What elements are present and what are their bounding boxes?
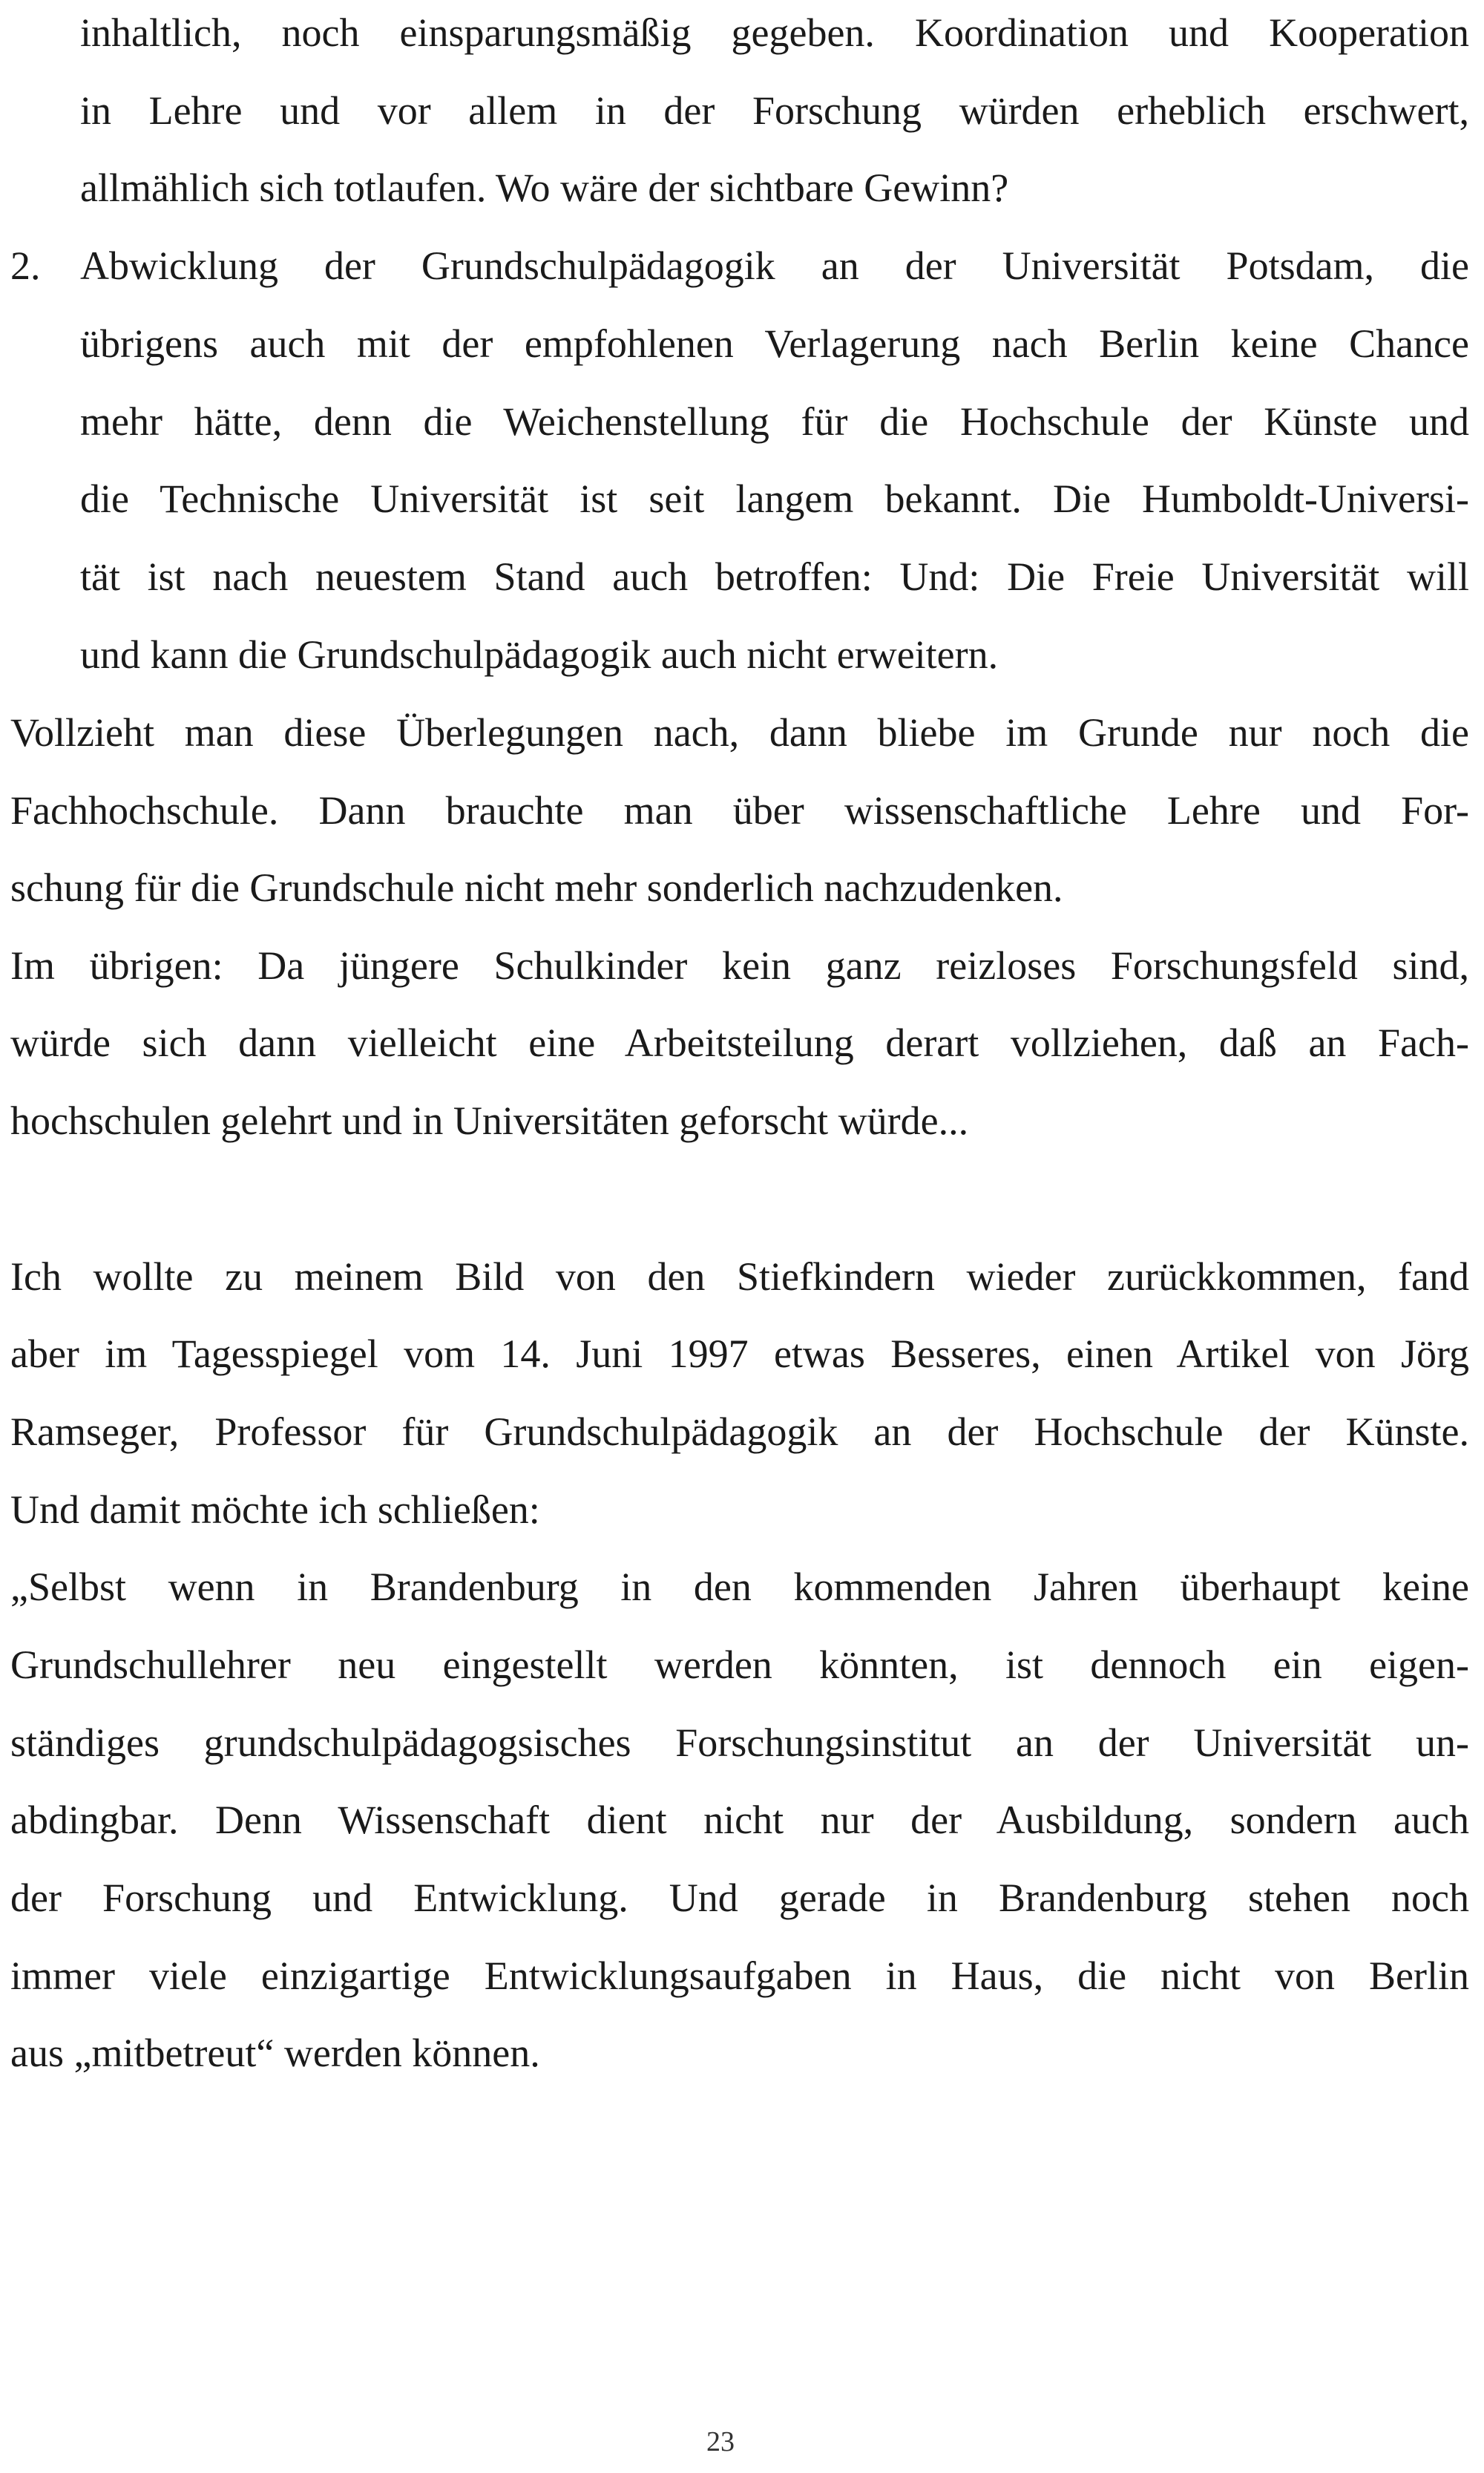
quote-line: „Selbst wenn in Brandenburg in den kommenden Jahren überhaupt keine xyxy=(10,1565,1469,1609)
text-line: allmählich sich totlaufen. Wo wäre der sichtbare Gewinn? xyxy=(80,166,1009,210)
text-line: aber im Tagesspiegel vom 14. Juni 1997 etwas Besseres, einen Artikel von Jörg xyxy=(10,1332,1469,1376)
text-line: in Lehre und vor allem in der Forschung würden erheblich erschwert, xyxy=(80,88,1469,133)
text-line: die Technische Universität ist seit langem bekannt. Die Humboldt-Universi- xyxy=(80,476,1469,521)
page-number: 23 xyxy=(706,2426,735,2457)
text-line: würde sich dann vielleicht eine Arbeitsteilung derart vollziehen, daß an Fach- xyxy=(10,1021,1469,1065)
text-line: Vollzieht man diese Überlegungen nach, dann bliebe im Grunde nur noch die xyxy=(10,710,1469,755)
text-line: übrigens auch mit der empfohlenen Verlagerung nach Berlin keine Chance xyxy=(80,321,1469,366)
text-line: und kann die Grundschulpädagogik auch nicht erweitern. xyxy=(80,632,999,677)
list-number: 2. xyxy=(10,243,41,288)
quote-line: Grundschullehrer neu eingestellt werden könnten, ist dennoch ein eigen- xyxy=(10,1642,1469,1687)
quote-line: aus „mitbetreut“ werden können. xyxy=(10,2031,540,2075)
text-line: Im übrigen: Da jüngere Schulkinder kein ganz reizloses Forschungsfeld sind, xyxy=(10,943,1469,988)
quote-line: ständiges grundschulpädagogsisches Forschungsinstitut an der Universität un- xyxy=(10,1720,1469,1765)
quote-line: abdingbar. Denn Wissenschaft dient nicht nur der Ausbildung, sondern auch xyxy=(10,1798,1469,1842)
text-line: Fachhochschule. Dann brauchte man über wissenschaftliche Lehre und For- xyxy=(10,788,1469,833)
text-line: hochschulen gelehrt und in Universitäten geforscht würde... xyxy=(10,1098,969,1143)
quote-line: der Forschung und Entwicklung. Und gerade in Brandenburg stehen noch xyxy=(10,1876,1469,1920)
text-line: Ramseger, Professor für Grundschulpädagogik an der Hochschule der Künste. xyxy=(10,1409,1469,1454)
text-line: tät ist nach neuestem Stand auch betroffen: Und: Die Freie Universität will xyxy=(80,554,1469,599)
text-line: schung für die Grundschule nicht mehr sonderlich nachzudenken. xyxy=(10,865,1063,910)
text-line: Abwicklung der Grundschulpädagogik an der Universität Potsdam, die xyxy=(80,243,1469,288)
quote-line: immer viele einzigartige Entwicklungsaufgaben in Haus, die nicht von Berlin xyxy=(10,1953,1469,1998)
text-line: Ich wollte zu meinem Bild von den Stiefkindern wieder zurückkommen, fand xyxy=(10,1254,1469,1299)
text-line: Und damit möchte ich schließen: xyxy=(10,1487,540,1532)
text-line: mehr hätte, denn die Weichenstellung für die Hochschule der Künste und xyxy=(80,399,1469,444)
text-line: inhaltlich, noch einsparungsmäßig gegeben. Koordination und Kooperation xyxy=(80,10,1469,55)
